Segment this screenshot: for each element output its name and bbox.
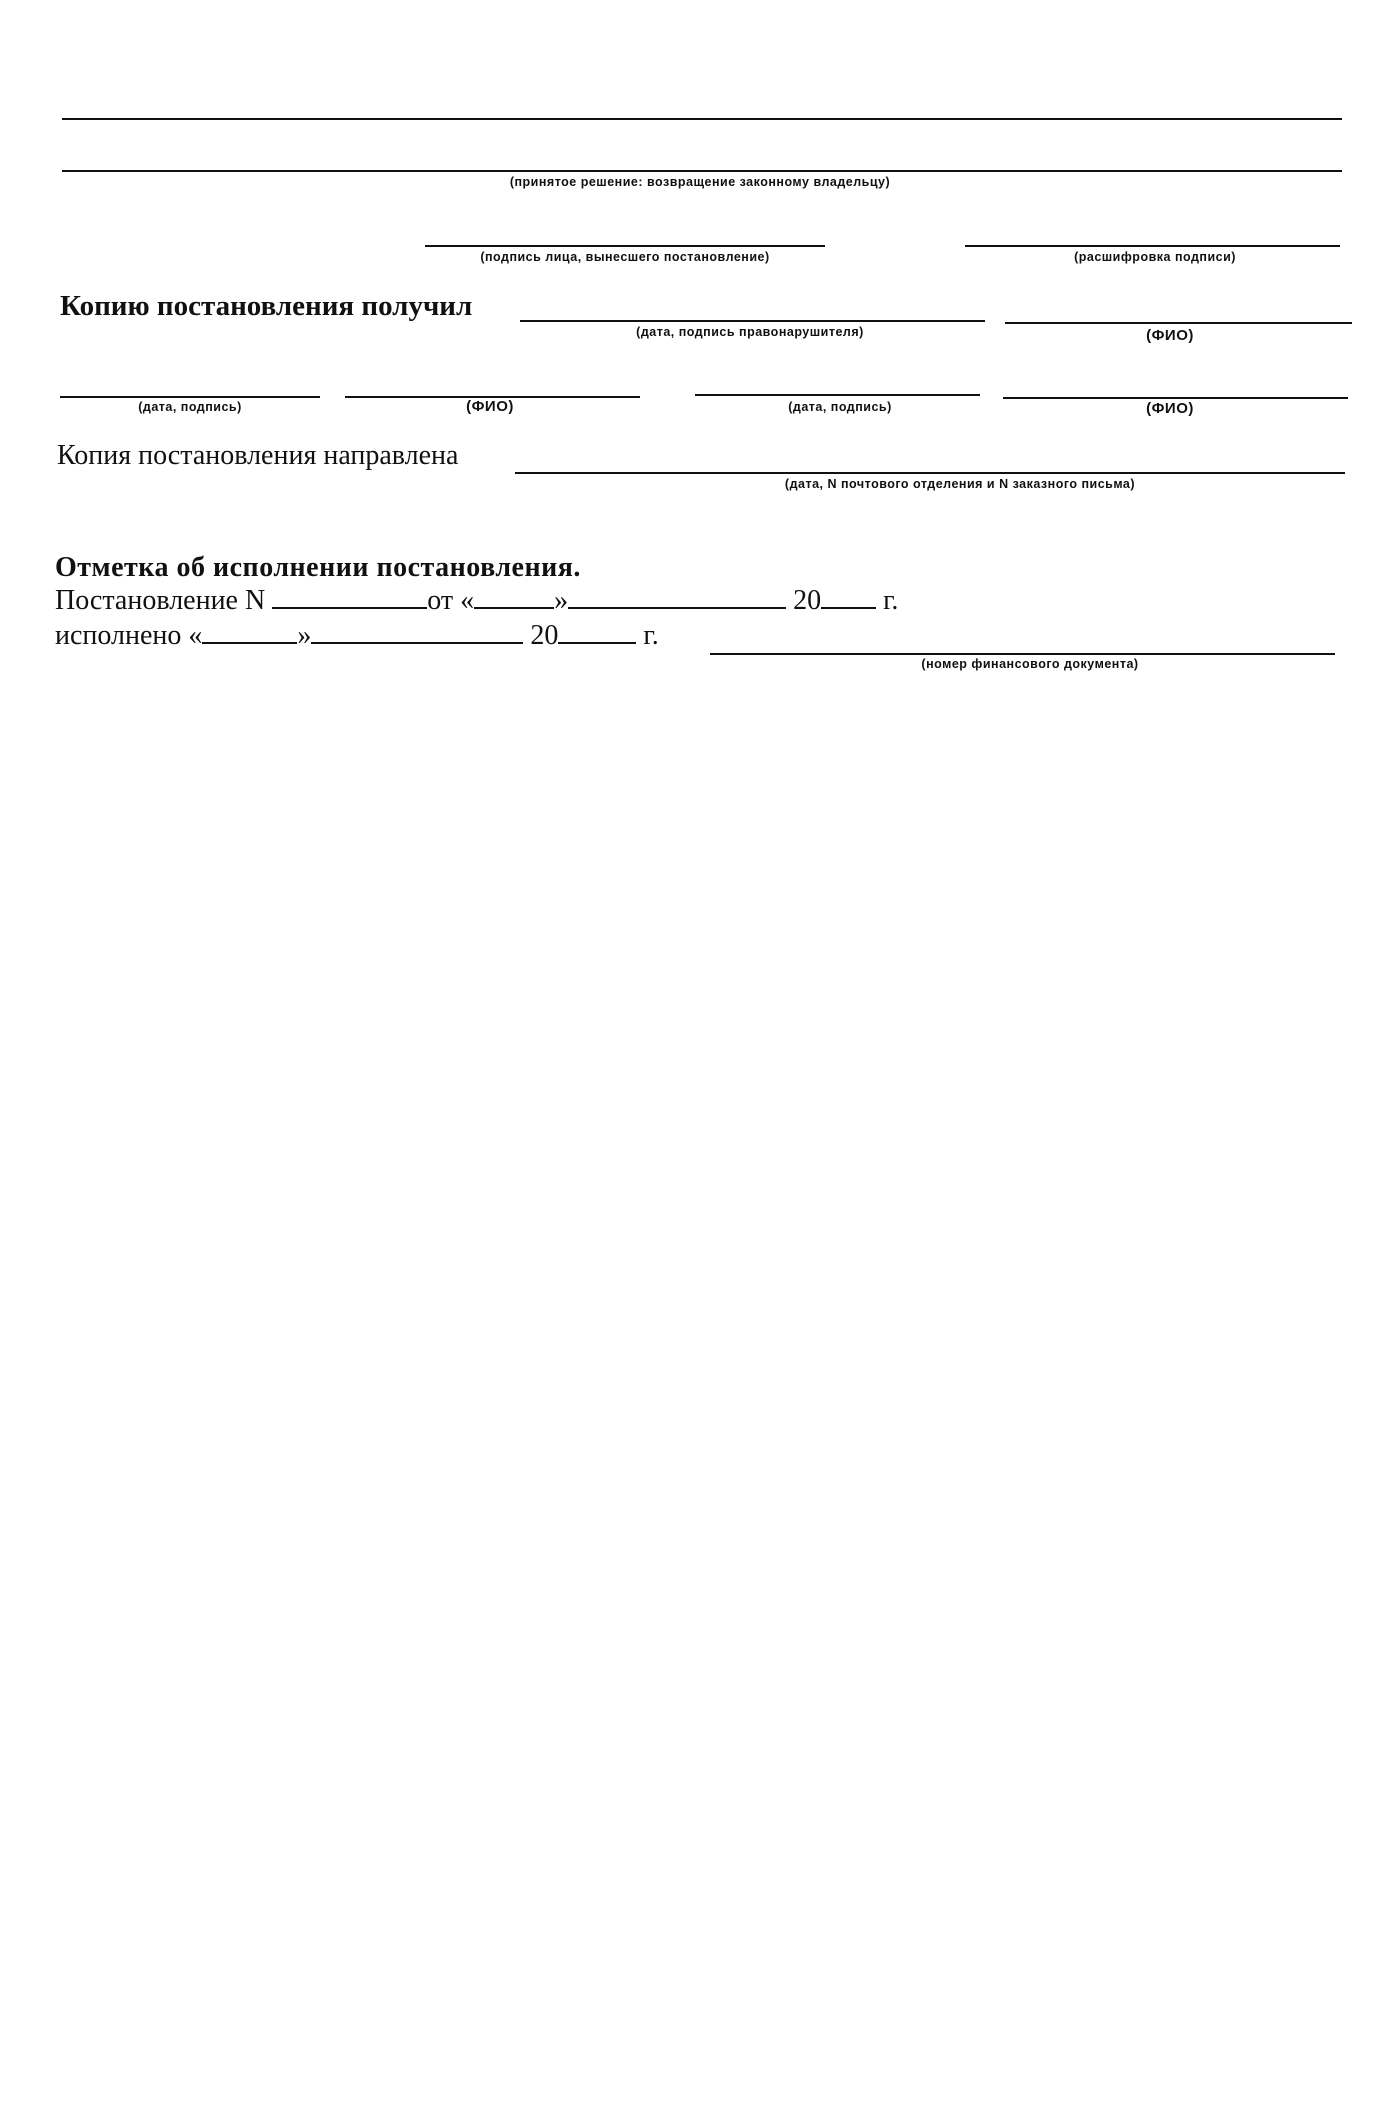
row2-fio-caption-1: (ФИО) xyxy=(466,398,514,415)
row2-fio-caption-2: (ФИО) xyxy=(1146,400,1194,417)
year-field-2[interactable] xyxy=(558,620,636,644)
day-field-2[interactable] xyxy=(202,620,297,644)
financial-doc-caption: (номер финансового документа) xyxy=(921,657,1139,671)
decision-line-1[interactable] xyxy=(62,118,1342,120)
executed-prefix: исполнено « xyxy=(55,620,203,651)
copy-sent-label: Копия постановления направлена xyxy=(57,440,459,471)
year-prefix-2: 20 xyxy=(530,620,559,651)
row2-date-caption-1: (дата, подпись) xyxy=(138,400,242,414)
year-field-1[interactable] xyxy=(821,585,876,609)
resolution-number-field[interactable] xyxy=(272,585,427,609)
month-field-1[interactable] xyxy=(568,585,786,609)
decision-caption: (принятое решение: возвращение законному владельцу) xyxy=(509,175,891,189)
row2-date-line-1[interactable] xyxy=(60,396,320,398)
resolution-prefix: Постановление N xyxy=(55,585,266,616)
row2-fio-line-2[interactable] xyxy=(1003,397,1348,399)
copy-received-date-caption: (дата, подпись правонарушителя) xyxy=(636,325,864,339)
year-suffix-1: г. xyxy=(883,585,899,616)
execution-line-2 xyxy=(55,620,659,652)
decode-caption: (расшифровка подписи) xyxy=(1074,250,1236,264)
close-quote-2: » xyxy=(297,620,312,651)
signature-line[interactable] xyxy=(425,245,825,247)
row2-date-line-2[interactable] xyxy=(695,394,980,396)
year-prefix-1: 20 xyxy=(793,585,822,616)
copy-received-fio-caption: (ФИО) xyxy=(1146,327,1194,344)
copy-sent-line[interactable] xyxy=(515,472,1345,474)
copy-received-fio-line[interactable] xyxy=(1005,322,1352,324)
month-field-2[interactable] xyxy=(311,620,523,644)
day-field-1[interactable] xyxy=(474,585,554,609)
copy-sent-caption: (дата, N почтового отделения и N заказного письма) xyxy=(784,477,1136,491)
execution-line-1 xyxy=(55,585,898,617)
year-suffix-2: г. xyxy=(643,620,659,651)
copy-received-label: Копию постановления получил xyxy=(60,290,473,322)
copy-received-date-line[interactable] xyxy=(520,320,985,322)
financial-doc-line[interactable] xyxy=(710,653,1335,655)
signature-caption: (подпись лица, вынесшего постановление) xyxy=(480,250,770,264)
close-quote-1: » xyxy=(554,585,569,616)
decision-line-2[interactable] xyxy=(62,170,1342,172)
execution-heading: Отметка об исполнении постановления. xyxy=(55,552,581,583)
decode-line[interactable] xyxy=(965,245,1340,247)
from-label: от « xyxy=(427,585,475,616)
row2-date-caption-2: (дата, подпись) xyxy=(788,400,892,414)
